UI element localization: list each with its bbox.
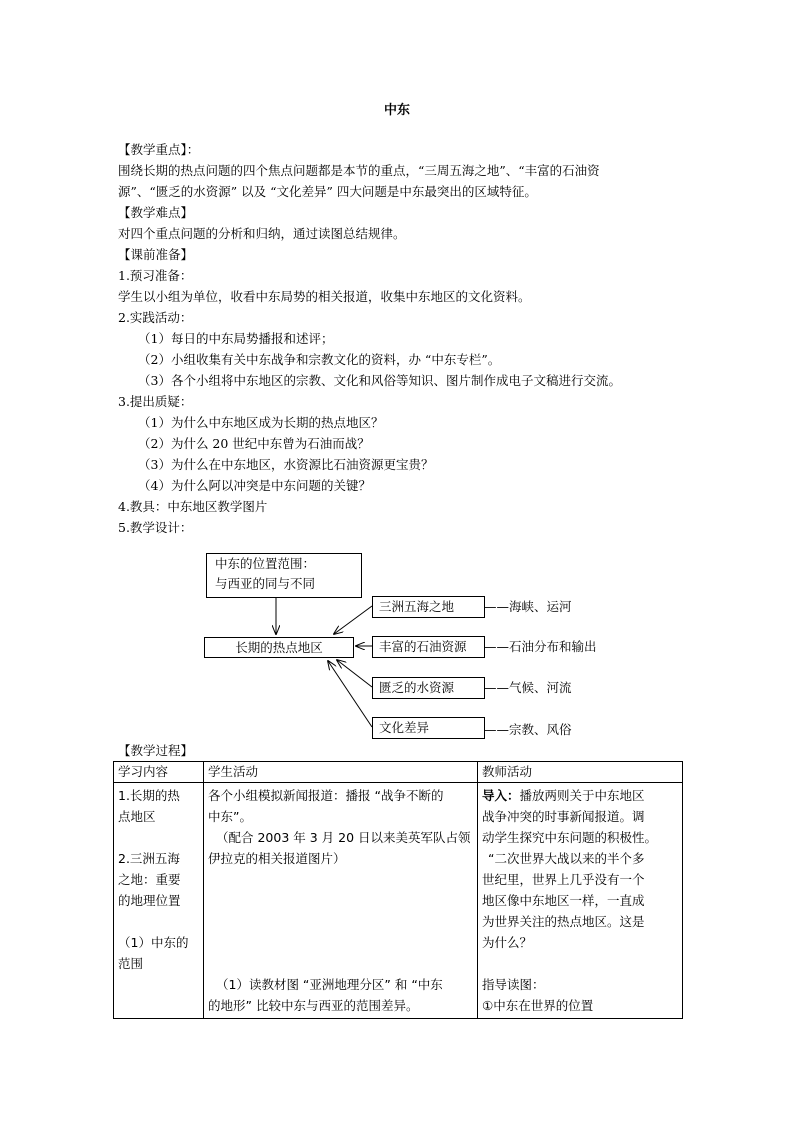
student-line: 的地形” 比较中东与西亚的范围差异。 — [208, 998, 419, 1013]
prep-heading: 【课前准备】 — [118, 247, 194, 262]
question-item: （1）为什么中东地区成为长期的热点地区？ — [138, 415, 384, 430]
preview-title: 1.预习准备： — [118, 268, 193, 283]
student-line: 中东”。 — [208, 809, 252, 824]
difficulty-heading: 【教学难点】 — [118, 205, 194, 220]
diagram-box-water-label: 匮乏的水资源 — [379, 680, 455, 695]
lead-label: 导入： — [482, 788, 520, 803]
teacher-line: 为世界关注的热点地区。这是 — [482, 914, 645, 929]
table-header-cell: 学生活动 — [204, 762, 478, 783]
tools-text: 4.教具：中东地区教学图片 — [118, 499, 268, 514]
process-heading: 【教学过程】 — [118, 743, 194, 758]
content-line: 之地：重要 — [118, 872, 181, 887]
arrow-water — [337, 660, 372, 687]
table-header-cell: 教师活动 — [478, 762, 683, 783]
process-table — [113, 761, 683, 1019]
table-cell-student — [204, 783, 478, 1019]
content-line: 1.长期的热 — [118, 788, 180, 803]
diagram-box-straits — [372, 596, 485, 618]
table-row — [114, 783, 683, 1019]
teacher-line: 战争冲突的时事新闻报道。调 — [482, 809, 645, 824]
teacher-line: 动学生探究中东问题的积极性。 — [482, 830, 658, 845]
diagram-note-water: ——气候、河流 — [484, 680, 572, 695]
diagram-box-water — [372, 677, 485, 699]
diagram-box-hotspot-label: 长期的热点地区 — [235, 640, 323, 655]
arrow-culture — [328, 661, 372, 727]
teacher-line: 为什么？ — [482, 935, 533, 950]
table-header-cell: 学习内容 — [114, 762, 204, 783]
diagram-note-culture: ——宗教、风俗 — [484, 722, 572, 737]
design-title: 5.教学设计： — [118, 520, 193, 535]
difficulty-text: 对四个重点问题的分析和归纳，通过读图总结规律。 — [118, 226, 406, 241]
student-line: 伊拉克的相关报道图片） — [208, 851, 346, 866]
diagram-box-culture — [372, 717, 485, 739]
question-item: （4）为什么阿以冲突是中东问题的关键？ — [138, 478, 371, 493]
practice-item: （3）各个小组将中东地区的宗教、文化和风俗等知识、图片制作成电子文稿进行交流。 — [138, 373, 621, 388]
teacher-line: 指导读图： — [482, 977, 545, 992]
student-line: （1）读教材图 “亚洲地理分区” 和 “中东 — [216, 977, 443, 992]
focus-text-line: 源”、“匮乏的水资源” 以及 “文化差异” 四大问题是中东最突出的区域特征。 — [118, 184, 537, 199]
table-cell-content — [114, 783, 204, 1019]
focus-text-line: 围绕长期的热点问题的四个焦点问题都是本节的重点，“三周五海之地”、“丰富的石油资 — [118, 163, 600, 178]
diagram-box-straits-label: 三洲五海之地 — [379, 599, 455, 614]
arrow-straits — [334, 606, 372, 634]
diagram-box-oil — [372, 636, 485, 658]
content-line: 2.三洲五海 — [118, 851, 180, 866]
practice-item: （1）每日的中东局势播报和述评； — [138, 331, 334, 346]
lesson-intro — [118, 139, 683, 538]
content-line: （1）中东的 — [118, 935, 189, 950]
question-title: 3.提出质疑： — [118, 394, 193, 409]
diagram-box-hotspot — [204, 637, 354, 658]
teacher-line — [482, 785, 678, 806]
page-title: 中东 — [383, 103, 410, 118]
table-cell-teacher — [478, 783, 683, 1019]
diagram-note-straits: ——海峡、运河 — [484, 599, 572, 614]
teacher-line: “二次世界大战以来的半个多 — [488, 851, 645, 866]
content-line: 点地区 — [118, 809, 156, 824]
diagram-box-location — [206, 553, 362, 598]
practice-item: （2）小组收集有关中东战争和宗教文化的资料，办 “中东专栏”。 — [138, 352, 501, 367]
diagram-box-culture-label: 文化差异 — [379, 720, 430, 735]
content-line: 的地理位置 — [118, 893, 181, 908]
table-header-row — [114, 762, 683, 783]
diagram-box-location-line: 与西亚的同与不同 — [215, 576, 316, 591]
lead-text: 播放两则关于中东地区 — [519, 788, 645, 803]
question-item: （2）为什么 20 世纪中东曾为石油而战？ — [138, 436, 370, 451]
teacher-line: 地区像中东地区一样，一直成 — [482, 893, 645, 908]
teacher-line: 世纪里，世界上几乎没有一个 — [482, 872, 645, 887]
student-line: （配合 2003 年 3 月 20 日以来美英军队占领 — [216, 830, 471, 845]
student-line: 各个小组模拟新闻报道：播报 “战争不断的 — [208, 788, 444, 803]
question-item: （3）为什么在中东地区，水资源比石油资源更宝贵？ — [138, 457, 434, 472]
practice-title: 2.实践活动： — [118, 310, 193, 325]
preview-text: 学生以小组为单位，收看中东局势的相关报道，收集中东地区的文化资料。 — [118, 289, 531, 304]
focus-heading: 【教学重点】： — [118, 142, 200, 157]
diagram-box-oil-label: 丰富的石油资源 — [379, 639, 467, 654]
diagram-box-location-line: 中东的位置范围： — [215, 556, 316, 571]
teacher-line: ①中东在世界的位置 — [482, 998, 594, 1013]
diagram-note-oil: ——石油分布和输出 — [484, 639, 597, 654]
content-line: 范围 — [118, 956, 144, 971]
